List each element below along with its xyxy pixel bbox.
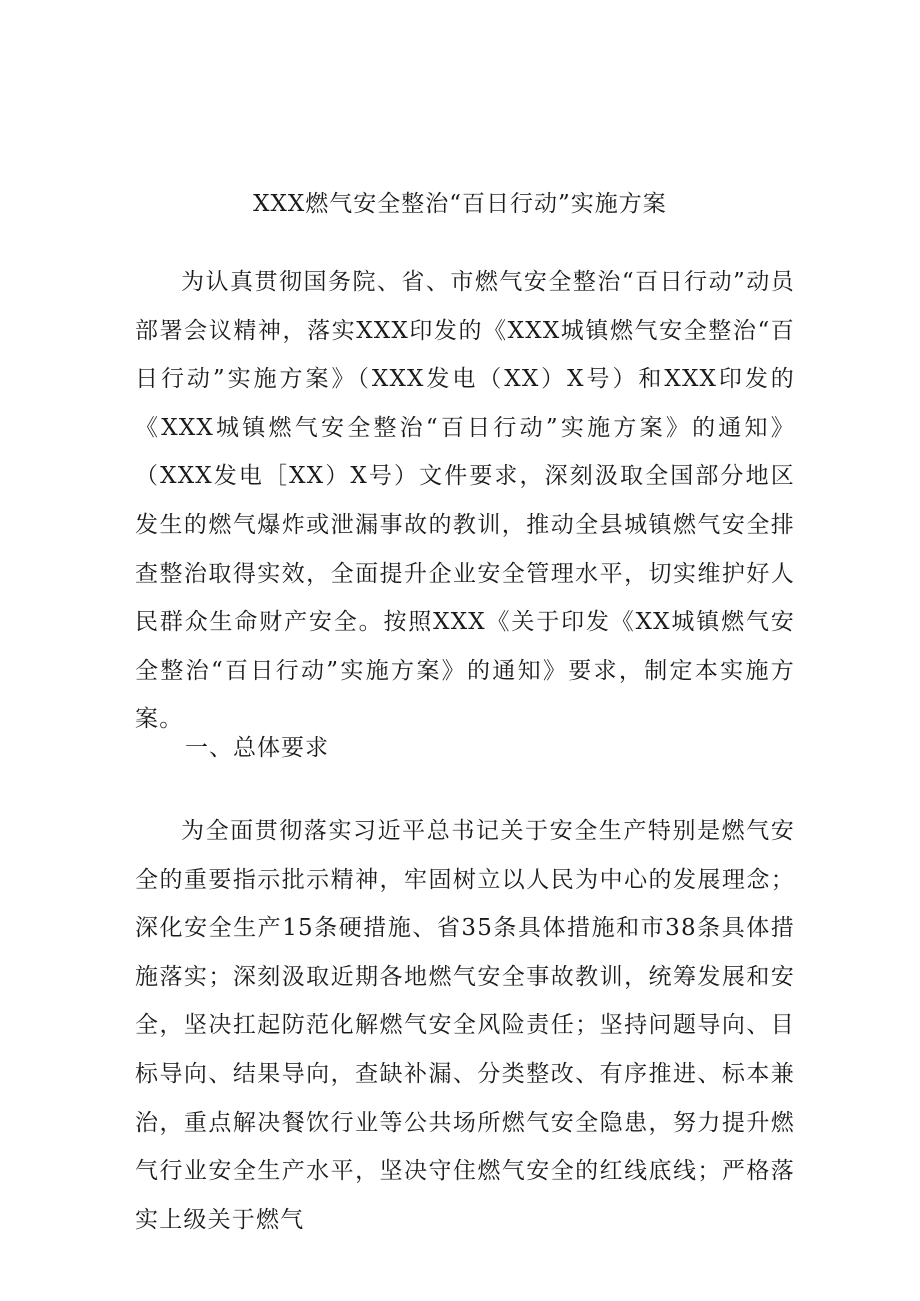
general-requirements-paragraph: 为全面贯彻落实习近平总书记关于安全生产特别是燃气安全的重要指示批示精神，牢固树立以人民为中心的发展理念；深化安全生产15条硬措施、省35条具体措施和市38条具体措施落实；深刻汲取近期各地燃气安全事故教训，统筹发展和安全，坚决扛起防范化解燃气安全风险责任；坚持问题导向、目标导向、结果导向，查缺补漏、分类整改、有序推进、标本兼治，重点解决餐饮行业等公共场所燃气安全隐患，努力提升燃气行业安全生产水平，坚决守住燃气安全的红线底线；严格落实上级关于燃气 <box>135 818 795 1233</box>
section-heading-general-requirements: 一、总体要求 <box>185 735 329 761</box>
intro-paragraph: 为认真贯彻国务院、省、市燃气安全整治“百日行动”动员部署会议精神，落实XXX印发的《XXX城镇燃气安全整治“百日行动”实施方案》（XXX发电（XX）X号）和XXX印发的《XXX城镇燃气安全整治“百日行动”实施方案》的通知》（XXX发电［XX）X号）文件要求，深刻汲取全国部分地区发生的燃气爆炸或泄漏事故的教训，推动全县城镇燃气安全排查整治取得实效，全面提升企业安全管理水平，切实维护好人民群众生命财产安全。按照XXX《关于印发《XX城镇燃气安全整治“百日行动”实施方案》的通知》要求，制定本实施方案。 <box>135 269 795 733</box>
document-title: XXX燃气安全整治“百日行动”实施方案 <box>253 191 667 217</box>
